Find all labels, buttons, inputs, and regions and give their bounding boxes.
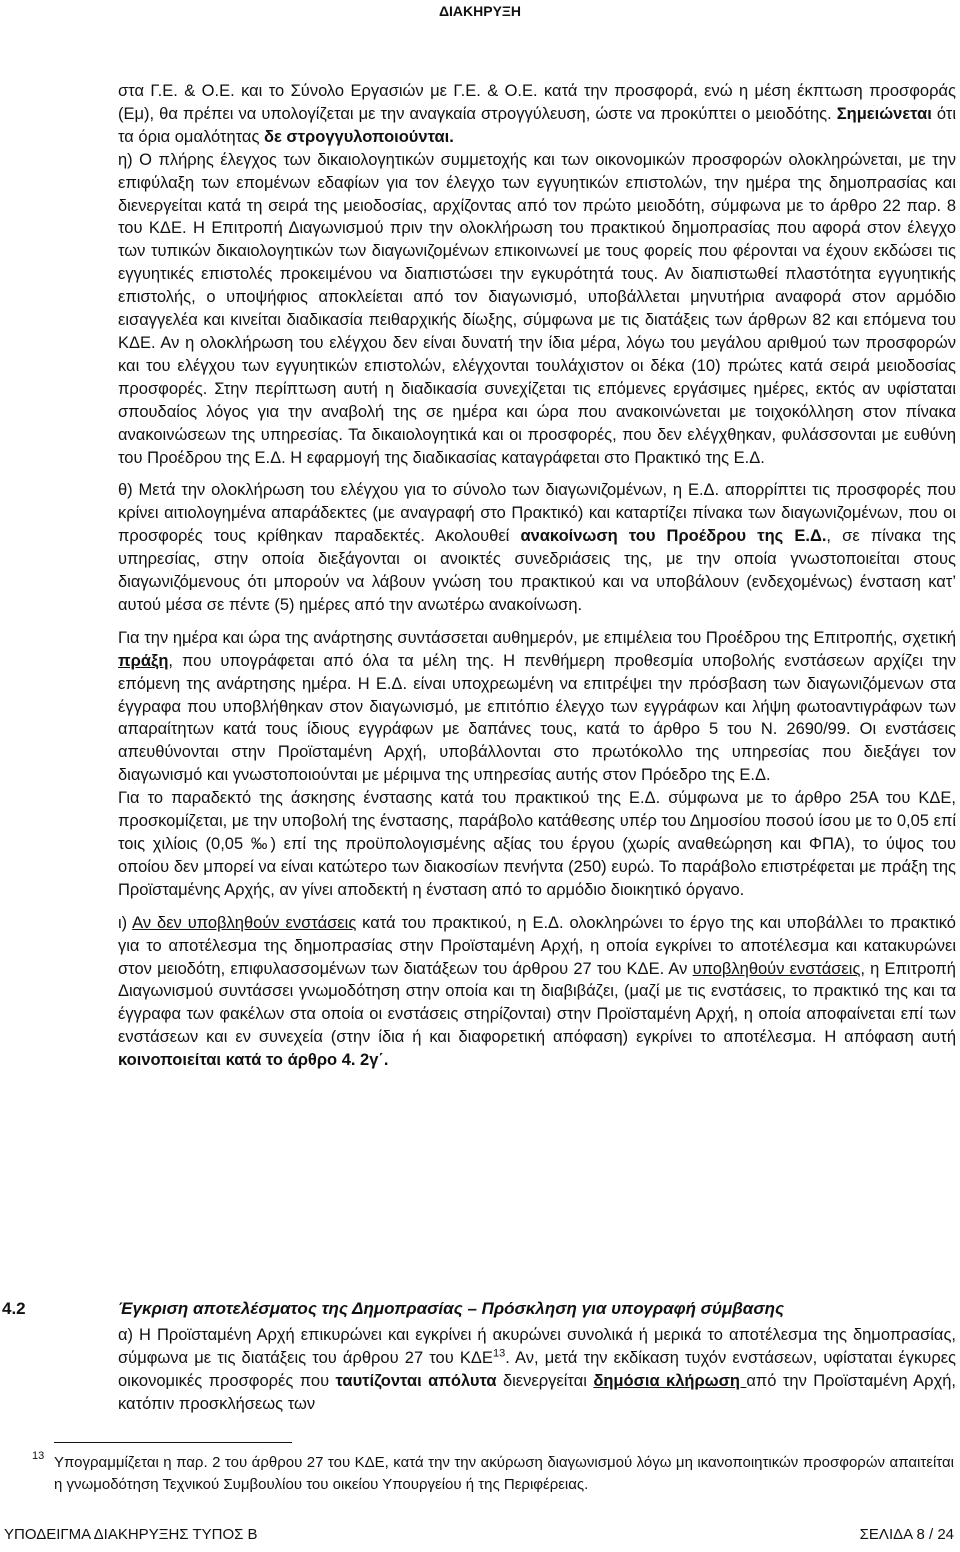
paragraph-eta: η) Ο πλήρης έλεγχος των δικαιολογητικών συμμετοχής και των οικονομικών προσφορών ολοκληρώνεται, με την επιφύλαξη των επομένων εδαφίων για τον έλεγχο των εγγυητικών επιστολών, την ημέρα της δημοπρασίας και διενεργείται κατά τη σειρά της μειοδοσίας, αρχίζοντας από τον πρώτο μειοδότη, σύμφωνα με το άρθρο 22 παρ. 8 του ΚΔΕ. Η Επιτροπή Διαγωνισμού πριν την ολοκλήρωση του πρακτικού δημοπρασίας που αφορά στον έλεγχο των τυπικών δικαιολογητικών των διαγωνιζομένων επικοινωνεί με τους φορείς που φέρονται να έχουν εκδώσει τις εγγυητικές επιστολές προκειμένου να διαπιστώσει την εγκυρότητά τους. Αν διαπιστωθεί πλαστότητα εγγυητικής επιστολής, ο υποψήφιος αποκλείεται από τον διαγωνισμό, υποβάλλεται μηνυτήρια αναφορά στον αρμόδιο εισαγγελέα και κινείται διαδικασία πειθαρχικής δίωξης, σύμφωνα με τις διατάξεις των άρθρων 82 και επόμενα του ΚΔΕ. Αν η ολοκλήρωση του ελέγχου δεν είναι δυνατή την ίδια μέρα, λόγω του μεγάλου αριθμού των προσφορών και του ελέγχου των εγγυητικών επιστολών, ελέγχονται τουλάχιστον οι δέκα (10) πρώτες κατά σειρά μειοδοσίας προσφορές. Στην περίπτωση αυτή η διαδικασία συνεχίζεται τις επόμενες εργάσιμες ημέρες, εκτός αν υφίσταται σπουδαίος λόγος για την αναβολή της σε ημέρα και ώρα που ανακοινώνεται με τοιχοκόλληση στον πίνακα ανακοινώσεων της υπηρεσίας. Τα δικαιολογητικά και οι προσφορές, που δεν ελέγχθηκαν, φυλάσσονται με ευθύνη του Προέδρου της Ε.Δ. Η εφαρμογή της διαδικασίας καταγράφεται στο Πρακτικό της Ε.Δ. (118, 150, 956, 467)
text-run: . Αν, μετά την εκδίκαση τυχόν ενστάσεων, υφίσταται έγκυρες οικονομικές προσφορές που (118, 1348, 957, 1390)
bold-text: δε στρογγυλοποιούνται. (263, 127, 454, 146)
text-run: στα Γ.Ε. & Ο.Ε. και το Σύνολο Εργασιών με Γ.Ε. & Ο.Ε. κατά την προσφορά, ενώ η μέση έκπτωση προσφοράς (Εμ), θα πρέπει να υπολογίζεται με την αναγκαία στρογγύλευση, ώστε να προκύπτει ο μειοδότης. (118, 82, 956, 123)
paragraph-admissibility: Για το παραδεκτό της άσκησης ένστασης κατά του πρακτικού της Ε.Δ. σύμφωνα με το άρθρο 25Α του ΚΔΕ, προσκομίζεται, με την υποβολή της ένστασης, παράβολο κατάθεσης υπέρ του Δημοσίου ποσού ίσου με το 0,05 επί τοις χιλίοις (0,05 ‰) επί της προϋπολογισμένης αξίας του έργου (χωρίς αναθεώρηση και ΦΠΑ), το ύψος του οποίου δεν μπορεί να είναι κατώτερο των διακοσίων πενήντα (250) ευρώ. Το παράβολο επιστρέφεται με πράξη της Προϊσταμένης Αρχής, αν γίνει αποδεκτή η ένσταση από το αρμόδιο διοικητικό όργανο. (118, 789, 956, 899)
paragraph-alpha (118, 1324, 956, 1416)
footnote-reference: 13 (492, 1347, 506, 1360)
paragraph-iota (118, 912, 956, 1072)
text-run: κατά του πρακτικού, η Ε.Δ. ολοκληρώνει το έργο της και υποβάλλει το πρακτικό για το αποτέλεσμα της δημοπρασίας στην Προϊσταμένη Αρχή, η οποία εγκρίνει το αποτέλεσμα και κατακυρώνει στον μειοδότη, επιφυλασσομένων των διατάξεων του άρθρου 27 του ΚΔΕ. Αν (118, 913, 956, 978)
footer-page-number: ΣΕΛΙΔΑ 8 / 24 (859, 1526, 954, 1543)
text-run: ότι τα όρια ομαλότητας (118, 104, 956, 146)
text-run: α) Η Προϊσταμένη Αρχή επικυρώνει και εγκρίνει ή ακυρώνει συνολικά ή μερικά το αποτέλεσμα της δημοπρασίας, σύμφωνα με τις διατάξεις του άρθρου 27 του ΚΔΕ (118, 1326, 956, 1367)
bold-text: κοινοποιείται κατά το άρθρο 4. 2γ΄. (118, 1051, 389, 1070)
section-body (118, 1324, 956, 1416)
footer-left: ΥΠΟΔΕΙΓΜΑ ΔΙΑΚΗΡΥΞΗΣ ΤΥΠΟΣ Β (4, 1526, 258, 1543)
paragraph-day (118, 627, 956, 787)
text-run: ι) (118, 913, 133, 932)
text-run: , σε πίνακα της υπηρεσίας, στην οποία διεξάγονται οι ανοικτές συνεδριάσεις της, με την οποία γνωστοποιείται στους διαγωνιζόμενους ότι μπορούν να λάβουν γνώση του πρακτικού και να υποβάλουν (ενδεχομένως) ένσταση κατ’ αυτού μέσα σε πέντε (5) ημέρες από την ανωτέρω ανακοίνωση. (118, 527, 956, 614)
section-title: Έγκριση αποτελέσματος της Δημοπρασίας – Πρόσκληση για υπογραφή σύμβασης (118, 1299, 785, 1318)
text-run: , που υπογράφεται από όλα τα μέλη της. Η πενθήμερη προθεσμία υποβολής ενστάσεων αρχίζει την επόμενη της ανάρτησης ημέρα. Η Ε.Δ. είναι υποχρεωμένη να επιτρέψει την πρόσβαση των διαγωνιζόμενων στα έγγραφα που υποβλήθηκαν στον διαγωνισμό, με επιτόπιο έλεγχο των εγγράφων και λήψη φωτοαντιγράφων των απαραίτητων κατά τους ίδιους εγγράφων με δαπάνες τους, κατά το άρθρο 5 του Ν. 2690/99. Οι ενστάσεις απευθύνονται στην Προϊσταμένη Αρχή, υποβάλλονται στο πρωτόκολλο της υπηρεσίας που διεξάγει τον διαγωνισμό και γνωστοποιούνται με μέριμνα της υπηρεσίας αυτής στον Πρόεδρο της Ε.Δ. (118, 651, 956, 785)
bold-underlined-text: πράξη (118, 651, 169, 670)
underlined-text: υποβληθούν ενστάσεις (692, 959, 861, 978)
bold-text: Σημειώνεται (836, 104, 932, 123)
footnote-text: Υπογραμμίζεται η παρ. 2 του άρθρου 27 του ΚΔΕ, κατά την την ακύρωση διαγωνισμού λόγω μη ικανοποιητικών προσφορών απαιτείται η γνωμοδότηση Τεχνικού Συμβουλίου του οικείου Υπουργείου ή της Περιφέρειας. (54, 1454, 954, 1493)
bold-underlined-text: δημόσια κλήρωση (593, 1371, 747, 1390)
paragraph-intro (118, 80, 956, 149)
footnote-mark: 13 (32, 1450, 45, 1462)
page-header: ΔΙΑΚΗΡΥΞΗ (438, 3, 522, 19)
underlined-text: Αν δεν υποβληθούν ενστάσεις (132, 913, 357, 932)
paragraph-theta (118, 479, 956, 616)
text-run: διενεργείται (496, 1371, 594, 1390)
text-run: , η Επιτροπή Διαγωνισμού συντάσσει γνωμοδότηση στην οποία και τη διαβιβάζει, (μαζί με τις ενστάσεις, το πρακτικό της και τα έγγραφα των φακέλων στα οποία οι ενστάσεις στηρίζονται) στην Προϊσταμένη Αρχή, η οποία αποφαίνεται επί των ενστάσεων και εν συνεχεία (στην ίδια ή και διαφορετική απόφαση) εγκρίνει το αποτέλεσμα. Η απόφαση αυτή (118, 959, 956, 1047)
section-number: 4.2 (2, 1299, 26, 1318)
footnote-divider (54, 1442, 292, 1443)
body-text (118, 80, 956, 1072)
bold-text: ανακοίνωση του Προέδρου της Ε.Δ. (520, 527, 827, 546)
text-run: θ) Μετά την ολοκλήρωση του ελέγχου για το σύνολο των διαγωνιζομένων, η Ε.Δ. απορρίπτει τις προσφορές που κρίνει αιτιολογημένα απαράδεκτες (με αναγραφή στο Πρακτικό) και καταρτίζει πίνακα των διαγωνιζομένων, που οι προσφορές τους κρίθηκαν παραδεκτές. Ακολουθεί (118, 481, 956, 546)
text-run: Για την ημέρα και ώρα της ανάρτησης συντάσσεται αυθημερόν, με επιμέλεια του Προέδρου της Επιτροπής, σχετική (118, 628, 956, 647)
bold-text: ταυτίζονται απόλυτα (335, 1371, 497, 1390)
text-run: από την Προϊσταμένη Αρχή, κατόπιν προσκλήσεως των (118, 1371, 956, 1413)
